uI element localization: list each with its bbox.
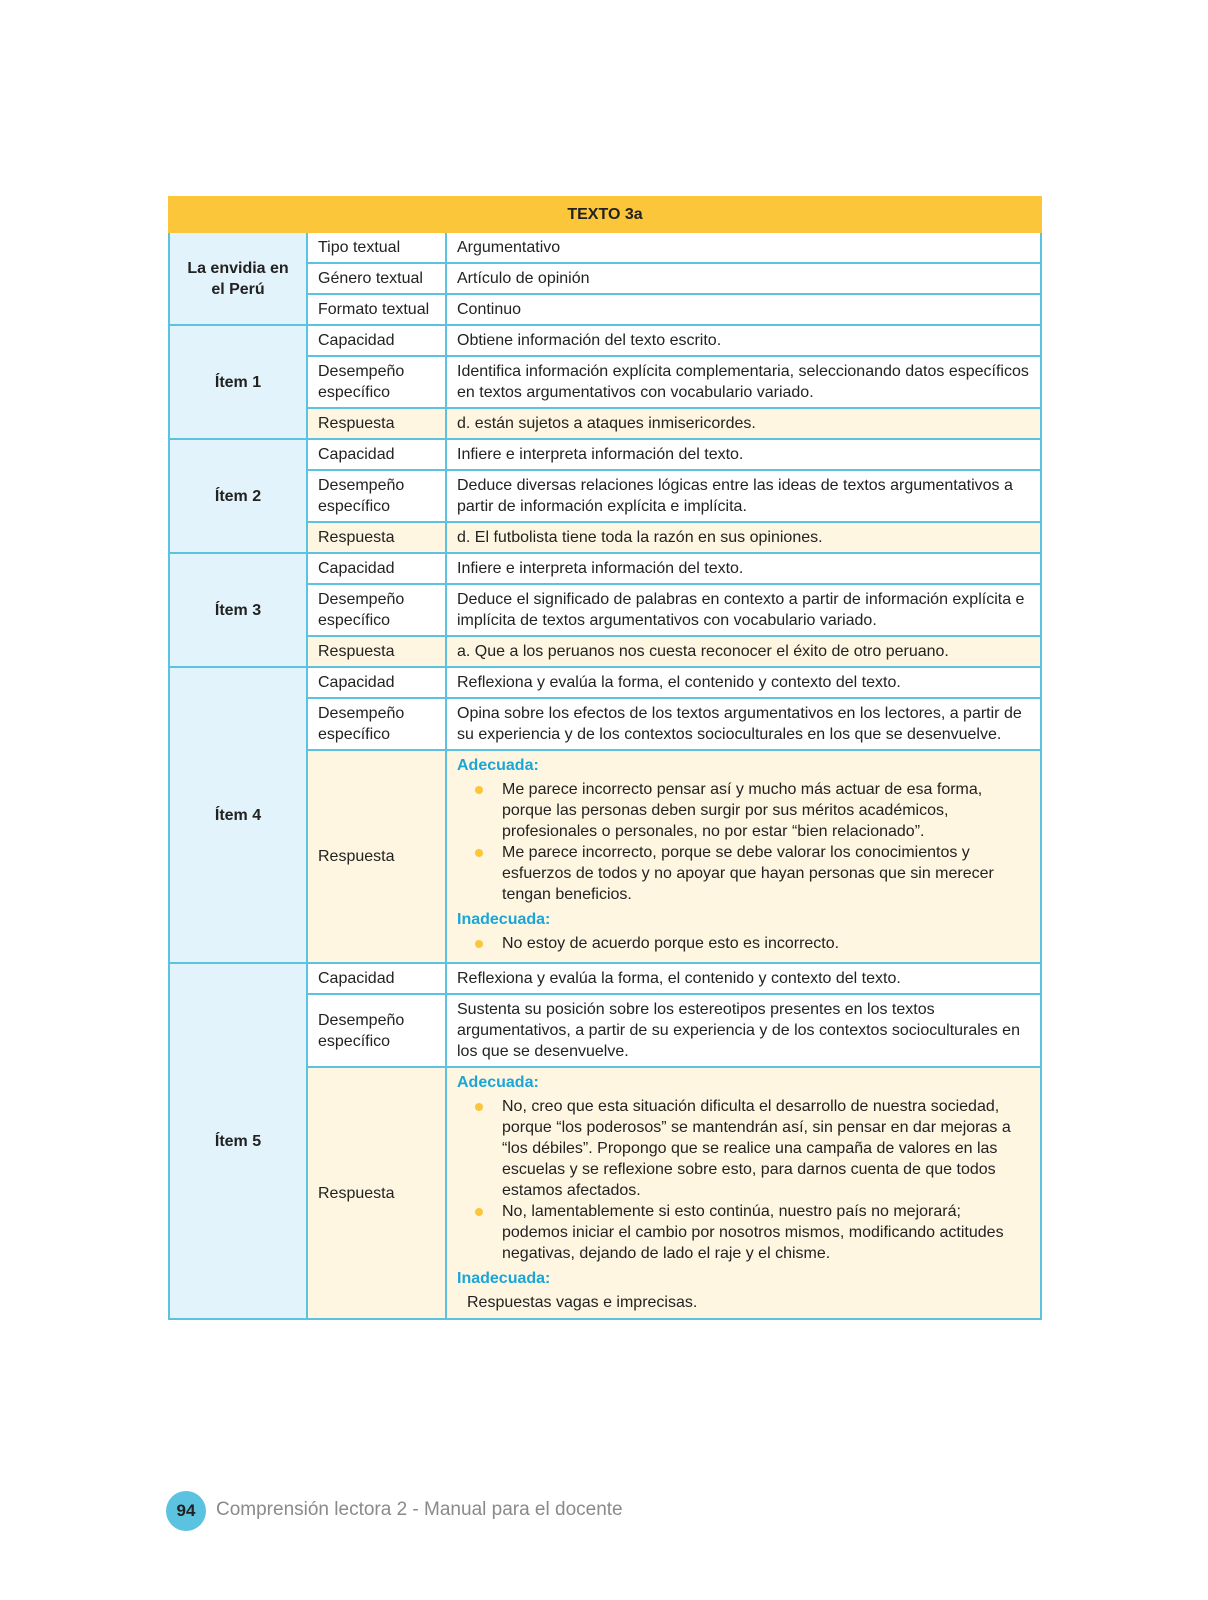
inadecuada-text: Respuestas vagas e imprecisas. [467, 1294, 698, 1311]
answer-text: No, creo que esta situación dificulta el desarrollo de nuestra sociedad, porque “los poderosos” se mantendrán así, sin pensar en dar mejoras a “los débiles”. Propongo que se realice una campaña de valores en las escuelas y se reflexione sobre esto, para darnos cuenta de que todos estamos afectados. [502, 1098, 1011, 1199]
respuesta-label: Respuesta [307, 522, 446, 553]
answer-text: Me parece incorrecto, porque se debe valorar los conocimientos y esfuerzos de todos y no apoyar que hayan personas que sin merecer tengan beneficios. [502, 844, 994, 903]
capacidad-label: Capacidad [307, 439, 446, 470]
respuesta-value: a. Que a los peruanos nos cuesta reconocer el éxito de otro peruano. [446, 636, 1041, 667]
adecuada-heading: Adecuada: [457, 757, 539, 774]
row-value: Argumentativo [446, 232, 1041, 263]
capacidad-value: Reflexiona y evalúa la forma, el contenido y contexto del texto. [446, 963, 1041, 994]
respuesta-label: Respuesta [307, 636, 446, 667]
capacidad-value: Obtiene información del texto escrito. [446, 325, 1041, 356]
desempeno-value: Identifica información explícita complementaria, seleccionando datos específicos en textos argumentativos con vocabulario variado. [446, 356, 1041, 408]
bullet-dot-icon [475, 849, 483, 857]
table-title: TEXTO 3a [169, 197, 1041, 232]
text-title-cell: La envidia en el Perú [169, 232, 307, 325]
list-item [502, 1201, 1030, 1264]
desempeno-label: Desempeño específico [307, 698, 446, 750]
evaluation-table [168, 196, 1042, 1320]
table-row [169, 667, 1041, 698]
desempeno-value: Deduce el significado de palabras en contexto a partir de información explícita e implícita de textos argumentativos con vocabulario variado. [446, 584, 1041, 636]
adecuada-list [457, 779, 1030, 905]
answer-text: No, lamentablemente si esto continúa, nuestro país no mejorará; podemos iniciar el cambio por nosotros mismos, modificando actitudes negativas, dejando de lado el raje y el chisme. [502, 1203, 1004, 1262]
respuesta-value: d. están sujetos a ataques inmisericordes. [446, 408, 1041, 439]
table-row [169, 963, 1041, 994]
respuesta-label: Respuesta [307, 1067, 446, 1319]
table-row [169, 325, 1041, 356]
bullet-dot-icon [475, 786, 483, 794]
answer-text: Me parece incorrecto pensar así y mucho más actuar de esa forma, porque las personas deben surgir por sus méritos académicos, profesionales o personales, no por estar “bien relacionado”. [502, 781, 983, 840]
list-item [502, 1096, 1030, 1201]
page-number-badge: 94 [166, 1491, 206, 1531]
desempeno-label: Desempeño específico [307, 584, 446, 636]
row-value: Artículo de opinión [446, 263, 1041, 294]
list-item [502, 842, 1030, 905]
row-label: Formato textual [307, 294, 446, 325]
desempeno-value: Opina sobre los efectos de los textos argumentativos en los lectores, a partir de su experiencia y de los contextos socioculturales en los que se desenvuelve. [446, 698, 1041, 750]
respuesta-label: Respuesta [307, 750, 446, 963]
respuesta-value: d. El futbolista tiene toda la razón en sus opiniones. [446, 522, 1041, 553]
capacidad-label: Capacidad [307, 325, 446, 356]
bullet-dot-icon [475, 1103, 483, 1111]
capacidad-value: Reflexiona y evalúa la forma, el contenido y contexto del texto. [446, 667, 1041, 698]
table-row [169, 232, 1041, 263]
row-label: Tipo textual [307, 232, 446, 263]
desempeno-label: Desempeño específico [307, 994, 446, 1067]
table-row [169, 553, 1041, 584]
item-label: Ítem 4 [169, 667, 307, 963]
capacidad-label: Capacidad [307, 963, 446, 994]
list-item [502, 933, 1030, 954]
row-label: Género textual [307, 263, 446, 294]
capacidad-label: Capacidad [307, 553, 446, 584]
inadecuada-heading: Inadecuada: [457, 911, 551, 928]
row-value: Continuo [446, 294, 1041, 325]
bullet-dot-icon [475, 940, 483, 948]
list-item [502, 779, 1030, 842]
respuesta-value [446, 1067, 1041, 1319]
desempeno-value: Deduce diversas relaciones lógicas entre las ideas de textos argumentativos a partir de información explícita e implícita. [446, 470, 1041, 522]
capacidad-value: Infiere e interpreta información del texto. [446, 439, 1041, 470]
item-label: Ítem 3 [169, 553, 307, 667]
footer-title: Comprensión lectora 2 - Manual para el docente [216, 1499, 623, 1520]
table-row [169, 439, 1041, 470]
capacidad-value: Infiere e interpreta información del texto. [446, 553, 1041, 584]
desempeno-value: Sustenta su posición sobre los estereotipos presentes en los textos argumentativos, a partir de su experiencia y de los contextos socioculturales en los que se desenvuelve. [446, 994, 1041, 1067]
inadecuada-heading: Inadecuada: [457, 1270, 551, 1287]
adecuada-list [457, 1096, 1030, 1264]
respuesta-value [446, 750, 1041, 963]
item-label: Ítem 1 [169, 325, 307, 439]
desempeno-label: Desempeño específico [307, 356, 446, 408]
desempeno-label: Desempeño específico [307, 470, 446, 522]
table-header-row [169, 197, 1041, 232]
inadecuada-list [457, 933, 1030, 954]
adecuada-heading: Adecuada: [457, 1074, 539, 1091]
item-label: Ítem 2 [169, 439, 307, 553]
answer-text: No estoy de acuerdo porque esto es incorrecto. [502, 935, 840, 952]
bullet-dot-icon [475, 1208, 483, 1216]
capacidad-label: Capacidad [307, 667, 446, 698]
item-label: Ítem 5 [169, 963, 307, 1319]
respuesta-label: Respuesta [307, 408, 446, 439]
